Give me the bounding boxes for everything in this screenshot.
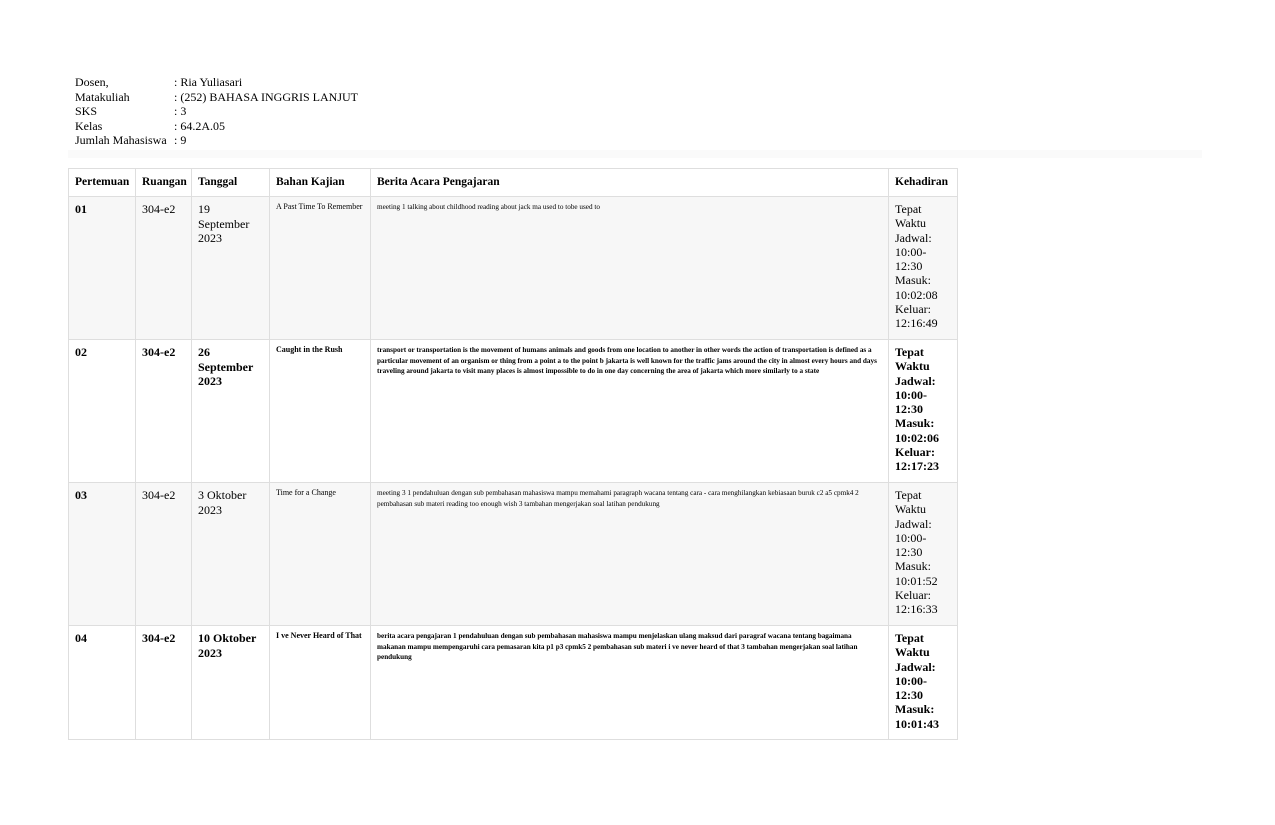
- info-value: : 3: [174, 104, 187, 118]
- table-row: [69, 340, 958, 483]
- meeting-number: 03: [69, 483, 136, 626]
- attendance-status: Tepat Waktu: [895, 202, 927, 231]
- table-row: [69, 197, 958, 340]
- info-label: Dosen,: [75, 75, 109, 89]
- course-info: [75, 75, 358, 148]
- attendance-schedule: Jadwal: 10:00-12:30: [895, 230, 932, 274]
- info-row-sks: [75, 104, 358, 119]
- attendance-check-out: Keluar: 12:17:23: [895, 445, 939, 474]
- date: 3 Oktober 2023: [192, 483, 270, 626]
- attendance-status: Tepat Waktu: [895, 345, 930, 374]
- info-value: : Ria Yuliasari: [174, 75, 243, 89]
- attendance-check-in: Masuk: 10:01:43: [895, 702, 939, 731]
- attendance: [889, 340, 958, 483]
- teaching-report: berita acara pengajaran 1 pendahuluan dengan sub pembahasan mahasiswa mampu menjelaskan ulang maksud dari paragraf wacana tentang bagaimana makanan mampu mempengaruhi cara pemasaran kita p1 p3 cpmk5 2 pembahasan sub materi i ve never heard of that 3 tambahan mengerjakan soal latihan pendukung: [371, 626, 889, 740]
- teaching-report: meeting 1 talking about childhood reading about jack ma used to tobe used to: [371, 197, 889, 340]
- info-row-dosen: [75, 75, 358, 90]
- topic: I ve Never Heard of That: [270, 626, 371, 740]
- info-label: Jumlah Mahasiswa: [75, 133, 167, 147]
- table-header-row: [69, 169, 958, 197]
- attendance: [889, 483, 958, 626]
- attendance-check-out: Keluar: 12:16:49: [895, 302, 938, 331]
- column-header-kehadiran: Kehadiran: [889, 169, 958, 197]
- column-header-tanggal: Tanggal: [192, 169, 270, 197]
- room: 304-e2: [136, 340, 192, 483]
- attendance: [889, 626, 958, 740]
- attendance-check-in: Masuk: 10:02:08: [895, 273, 938, 302]
- attendance-check-out: Keluar: 12:16:33: [895, 588, 938, 617]
- attendance-check-in: Masuk: 10:01:52: [895, 559, 938, 588]
- info-value: : 9: [174, 133, 187, 147]
- column-header-berita-acara: Berita Acara Pengajaran: [371, 169, 889, 197]
- meeting-number: 02: [69, 340, 136, 483]
- table-row: [69, 483, 958, 626]
- meeting-number: 01: [69, 197, 136, 340]
- info-value: : (252) BAHASA INGGRIS LANJUT: [174, 89, 359, 104]
- info-row-matakuliah: [75, 90, 358, 105]
- info-label: Matakuliah: [75, 89, 130, 104]
- room: 304-e2: [136, 483, 192, 626]
- info-value: : 64.2A.05: [174, 118, 225, 133]
- info-label: SKS: [75, 104, 98, 118]
- room: 304-e2: [136, 626, 192, 740]
- info-row-kelas: [75, 119, 358, 134]
- teaching-report: meeting 3 1 pendahuluan dengan sub pembahasan mahasiswa mampu memahami paragraph wacana tentang cara - cara menghilangkan kebiasaan buruk c2 a5 cpmk4 2 pembahasan sub materi reading too enough wish 3 tambahan mengerjakan soal latihan pendukung: [371, 483, 889, 626]
- room: 304-e2: [136, 197, 192, 340]
- info-row-jumlah-mahasiswa: [75, 133, 358, 148]
- attendance-status: Tepat Waktu: [895, 631, 930, 660]
- column-header-pertemuan: Pertemuan: [69, 169, 136, 197]
- date: 19 September 2023: [192, 197, 270, 340]
- attendance: [889, 197, 958, 340]
- attendance-schedule: Jadwal: 10:00-12:30: [895, 373, 936, 417]
- topic: A Past Time To Remember: [270, 197, 371, 340]
- date: 10 Oktober 2023: [192, 626, 270, 740]
- table-row: [69, 626, 958, 740]
- meeting-number: 04: [69, 626, 136, 740]
- column-header-bahan-kajian: Bahan Kajian: [270, 169, 371, 197]
- topic: Caught in the Rush: [270, 340, 371, 483]
- attendance-table: [68, 168, 958, 740]
- date: 26 September 2023: [192, 340, 270, 483]
- info-label: Kelas: [75, 118, 103, 133]
- attendance-schedule: Jadwal: 10:00-12:30: [895, 516, 932, 560]
- attendance-status: Tepat Waktu: [895, 488, 927, 517]
- column-header-ruangan: Ruangan: [136, 169, 192, 197]
- section-divider: [68, 150, 1202, 158]
- attendance-schedule: Jadwal: 10:00-12:30: [895, 659, 936, 703]
- attendance-check-in: Masuk: 10:02:06: [895, 416, 939, 445]
- teaching-report: transport or transportation is the movement of humans animals and goods from one location to another in other words the action of transportation is defined as a particular movement of an organism or thing from a point a to the point b jakarta is well known for the traffic jams around the city in almost every hours and days traveling around jakarta to visit many places is almost impossible to do in one day concerning the area of jakarta which more similarly to a state: [371, 340, 889, 483]
- topic: Time for a Change: [270, 483, 371, 626]
